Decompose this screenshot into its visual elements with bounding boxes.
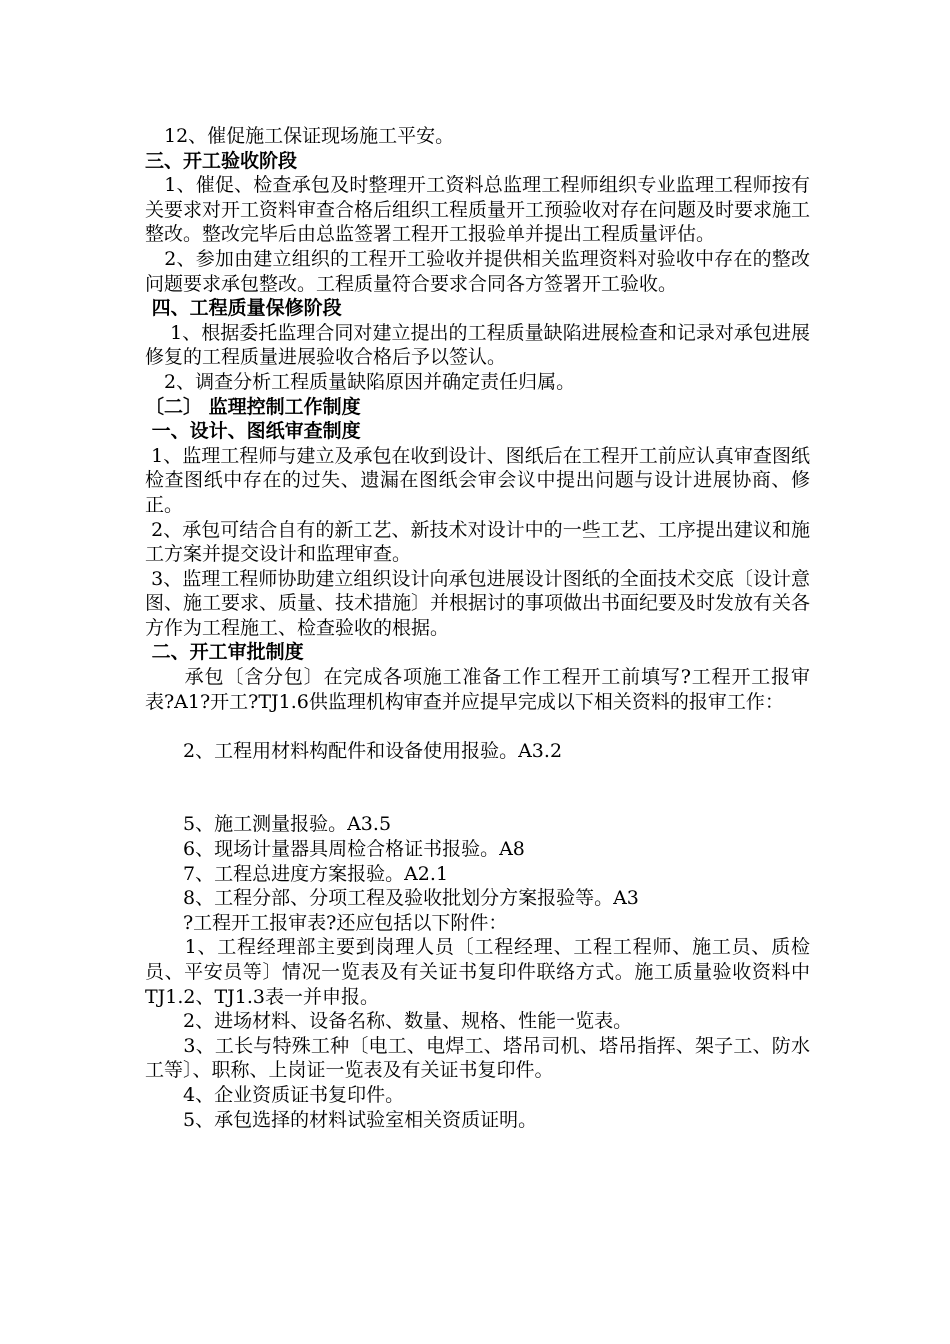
list-item: 2、工程用材料构配件和设备使用报验。A3.2 bbox=[145, 739, 563, 762]
list-item: 2、进场材料、设备名称、数量、规格、性能一览表。 bbox=[145, 1010, 633, 1033]
list-item: 4、企业资质证书复印件。 bbox=[145, 1083, 405, 1106]
paragraph: 12、催促施工保证现场施工平安。 bbox=[145, 125, 455, 147]
section-heading: 二、开工审批制度 bbox=[145, 641, 304, 664]
list-item: 8、工程分部、分项工程及验收批划分方案报验等。A3 bbox=[145, 887, 639, 910]
paragraph: 2、承包可结合自有的新工艺、新技术对设计中的一些工艺、工序提出建议和施工方案并提交设计和监理审查。 bbox=[145, 518, 811, 566]
list-item: 5、承包选择的材料试验室相关资质证明。 bbox=[145, 1108, 538, 1131]
paragraph: ?工程开工报审表?还应包括以下附件： bbox=[145, 911, 508, 934]
section-heading: 一、设计、图纸审查制度 bbox=[145, 420, 361, 443]
list-item: 7、工程总进度方案报验。A2.1 bbox=[145, 862, 449, 885]
list-item: 1、工程经理部主要到岗理人员〔工程经理、工程工程师、施工员、质检员、平安员等〕情况一览表及有关证书复印件联络方式。施工质量验收资料中TJ1.2、TJ1.3表一并申报。 bbox=[145, 936, 810, 1008]
section-heading: 〔二〕 监理控制工作制度 bbox=[145, 395, 361, 418]
list-item: 6、现场计量器具周检合格证书报验。A8 bbox=[145, 838, 525, 861]
list-item: 3、工长与特殊工种〔电工、电焊工、塔吊司机、塔吊指挥、架子工、防水工等〕、职称、上岗证一览表及有关证书复印件。 bbox=[145, 1034, 810, 1082]
blank-line bbox=[145, 763, 810, 812]
list-item: 5、施工测量报验。A3.5 bbox=[145, 813, 392, 836]
blank-line bbox=[145, 714, 810, 739]
section-heading: 三、开工验收阶段 bbox=[145, 149, 298, 172]
paragraph: 3、监理工程师协助建立组织设计向承包进展设计图纸的全面技术交底〔设计意图、施工要求、质量、技术措施〕并根据讨的事项做出书面纪要及时发放有关各方作为工程施工、检查验收的根据。 bbox=[145, 567, 811, 639]
paragraph: 2、调查分析工程质量缺陷原因并确定责任归属。 bbox=[145, 370, 576, 393]
document-body bbox=[145, 124, 810, 1132]
section-heading: 四、工程质量保修阶段 bbox=[145, 297, 342, 320]
paragraph: 2、参加由建立组织的工程开工验收并提供相关监理资料对验收中存在的整改问题要求承包整改。工程质量符合要求合同各方签署开工验收。 bbox=[145, 247, 810, 295]
paragraph: 1、催促、检查承包及时整理开工资料总监理工程师组织专业监理工程师按有关要求对开工资料审查合格后组织工程质量开工预验收对存在问题及时要求施工整改。整改完毕后由总监签署工程开工报验单并提出工程质量评估。 bbox=[145, 174, 811, 246]
paragraph: 1、根据委托监理合同对建立提出的工程质量缺陷进展检查和记录对承包进展修复的工程质量进展验收合格后予以签认。 bbox=[145, 321, 810, 369]
paragraph: 承包〔含分包〕在完成各项施工准备工作工程开工前填写?工程开工报审表?A1?开工?TJ1.6供监理机构审查并应提早完成以下相关资料的报审工作： bbox=[145, 666, 810, 713]
paragraph: 1、监理工程师与建立及承包在收到设计、图纸后在工程开工前应认真审查图纸检查图纸中存在的过失、遗漏在图纸会审会议中提出问题与设计进展协商、修正。 bbox=[145, 444, 811, 516]
